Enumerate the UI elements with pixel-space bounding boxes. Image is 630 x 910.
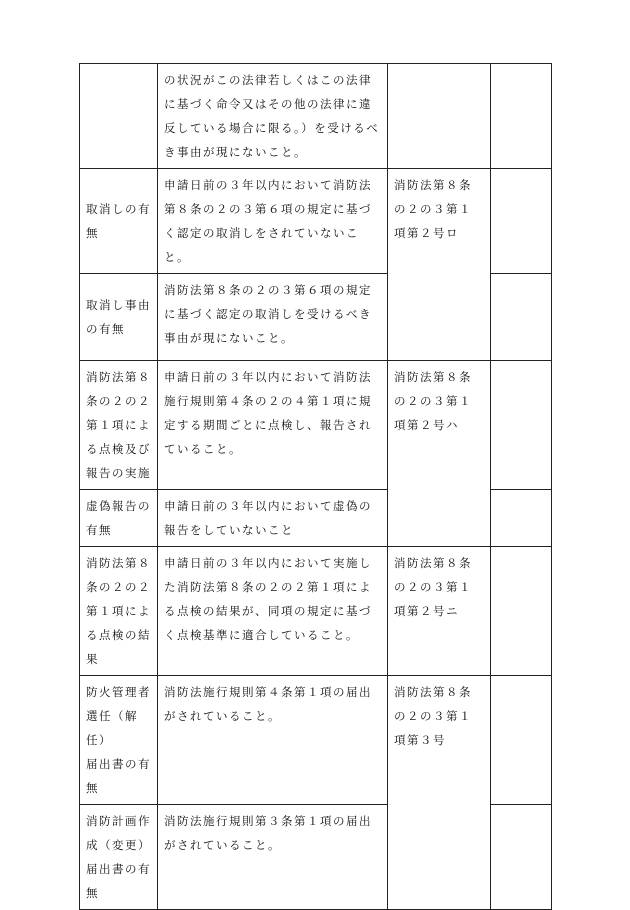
table-row xyxy=(80,676,552,805)
requirement-cell: 申請日前の３年以内において消防法 施行規則第４条の２の４第１項に規 定する期間ごとに点検し、報告され ていること。 xyxy=(158,361,388,490)
table-row xyxy=(80,547,552,676)
check-cell xyxy=(491,490,552,547)
check-cell xyxy=(491,547,552,676)
check-cell xyxy=(491,805,552,910)
item-cell: 取消しの有 無 xyxy=(80,169,158,274)
item-cell: 消防計画作 成（変更） 届出書の有 無 xyxy=(80,805,158,910)
table-row xyxy=(80,361,552,490)
check-cell xyxy=(491,361,552,490)
requirements-table xyxy=(79,63,552,910)
basis-cell: 消防法第８条 の２の３第１ 項第３号 xyxy=(388,676,491,910)
requirement-cell: 申請日前の３年以内において実施し た消防法第８条の２の２第１項によ る点検の結果が、同項の規定に基づ く点検基準に適合していること。 xyxy=(158,547,388,676)
item-cell: 防火管理者 選任（解任） 届出書の有 無 xyxy=(80,676,158,805)
check-cell xyxy=(491,676,552,805)
basis-cell: 消防法第８条 の２の３第１ 項第２号ハ xyxy=(388,361,491,547)
requirement-cell: 申請日前の３年以内において消防法 第８条の２の３第６項の規定に基づ く認定の取消しをされていないこ と。 xyxy=(158,169,388,274)
requirement-cell: 消防法第８条の２の３第６項の規定 に基づく認定の取消しを受けるべき 事由が現にないこと。 xyxy=(158,274,388,361)
check-cell xyxy=(491,64,552,169)
requirement-cell: の状況がこの法律若しくはこの法律 に基づく命令又はその他の法律に違 反している場合に限る。）を受けるべ き事由が現にないこと。 xyxy=(158,64,388,169)
item-cell: 消防法第８ 条の２の２ 第１項によ る点検及び 報告の実施 xyxy=(80,361,158,490)
requirement-cell: 消防法施行規則第４条第１項の届出 がされていること。 xyxy=(158,676,388,805)
basis-cell xyxy=(388,64,491,169)
table-row xyxy=(80,64,552,169)
item-cell: 取消し事由 の有無 xyxy=(80,274,158,361)
requirement-cell: 消防法施行規則第３条第１項の届出 がされていること。 xyxy=(158,805,388,910)
item-cell: 虚偽報告の 有無 xyxy=(80,490,158,547)
item-cell: 消防法第８ 条の２の２ 第１項によ る点検の結 果 xyxy=(80,547,158,676)
table-row xyxy=(80,169,552,274)
item-cell xyxy=(80,64,158,169)
requirement-cell: 申請日前の３年以内において虚偽の 報告をしていないこと xyxy=(158,490,388,547)
check-cell xyxy=(491,274,552,361)
basis-cell: 消防法第８条 の２の３第１ 項第２号ニ xyxy=(388,547,491,676)
basis-cell: 消防法第８条 の２の３第１ 項第２号ロ xyxy=(388,169,491,361)
check-cell xyxy=(491,169,552,274)
